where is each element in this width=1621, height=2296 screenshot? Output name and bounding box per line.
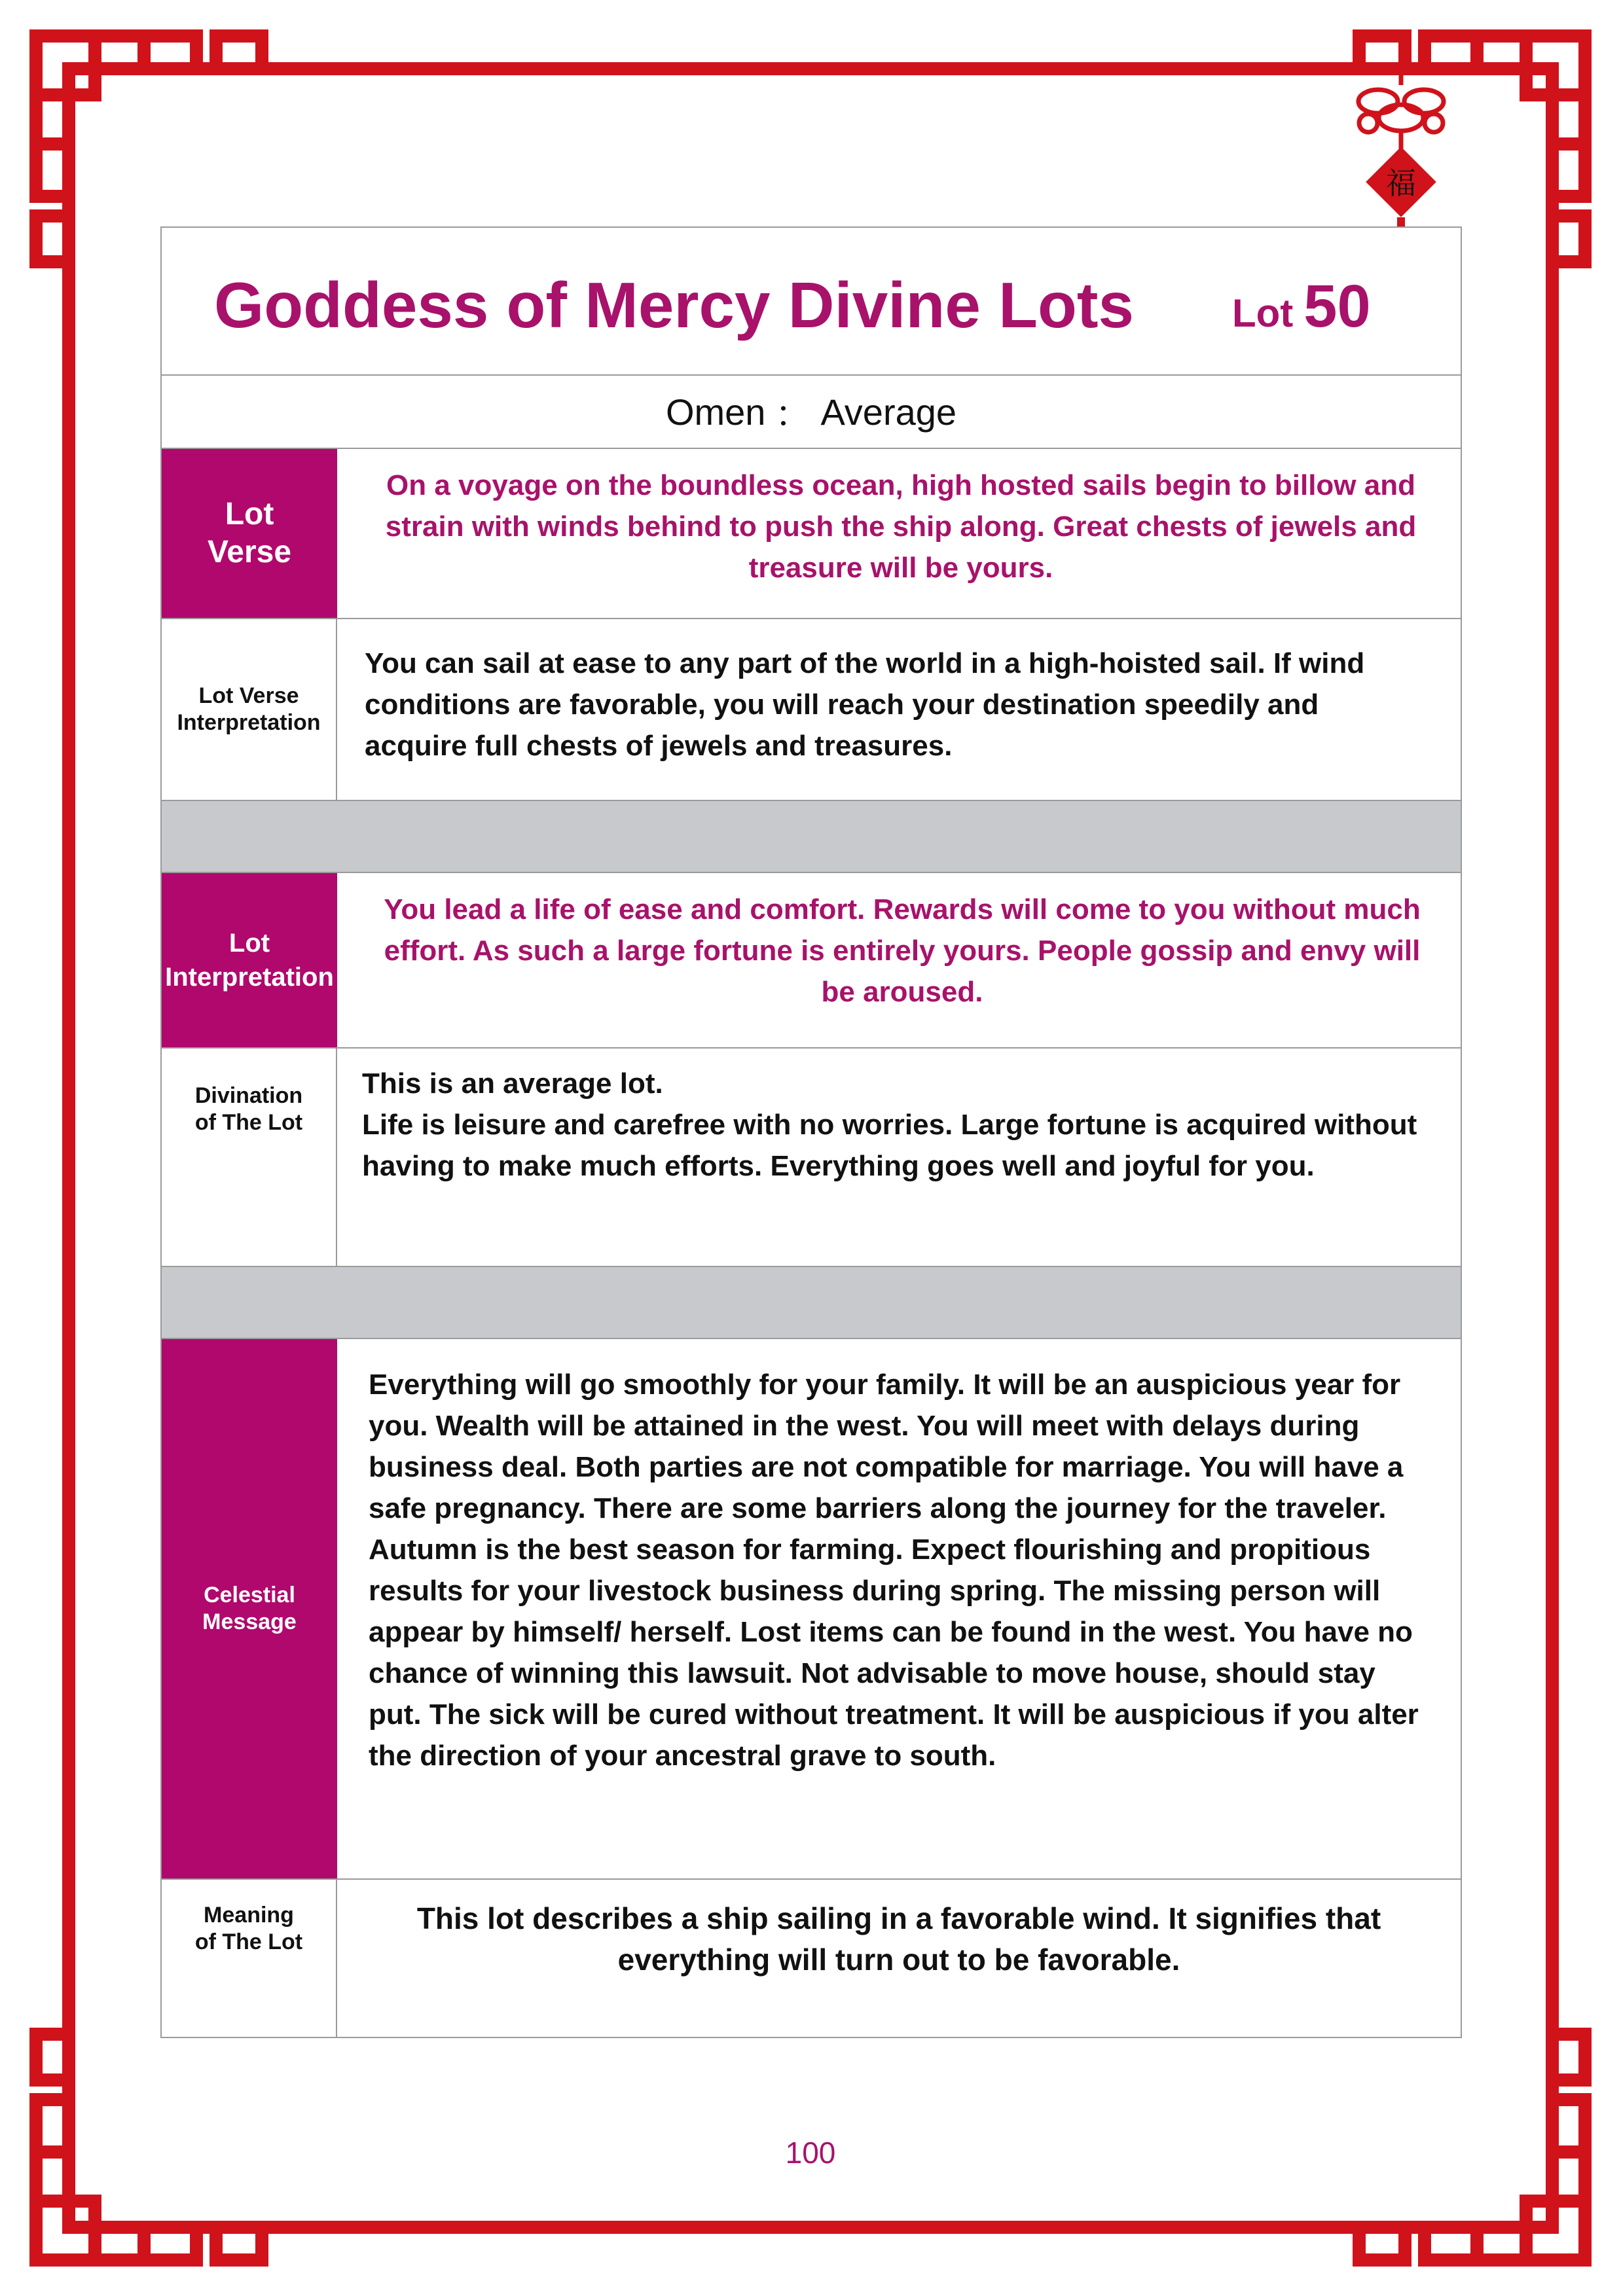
title-row bbox=[162, 228, 1461, 376]
divination-line-1: This is an average lot. bbox=[362, 1067, 663, 1100]
lot-verse-interpretation-row bbox=[162, 619, 1461, 801]
divination-line-2: Life is leisure and carefree with no worries. Large fortune is acquired without having to make much efforts. Everything goes well and joyful for you. bbox=[362, 1109, 1417, 1182]
lot-verse-row bbox=[162, 449, 1461, 619]
divination-content bbox=[337, 1049, 1461, 1266]
omen-row bbox=[162, 376, 1461, 449]
lot-interpretation-row bbox=[162, 873, 1461, 1049]
section-divider bbox=[162, 801, 1461, 873]
lot-interpretation-text: You lead a life of ease and comfort. Rewards will come to you without much effort. As such a large fortune is entirely yours. People gossip and envy will be aroused. bbox=[384, 893, 1421, 1008]
celestial-message-text: Everything will go smoothly for your family. It will be an auspicious year for you. Wealth will be attained in the west. You will meet with delays during business deal. Both parties are not compatible for marriage. You will have a safe pregnancy. There are some barriers along the journey for the traveler. Autumn is the best season for farming. Expect flourishing and propitious results for your livestock business during spring. The missing person will appear by himself/ herself. Lost items can be found in the west. You have no chance of winning this lawsuit. Not advisable to move house, should stay put. The sick will be cured without treatment. It will be auspicious if you alter the direction of your ancestral grave to south. bbox=[369, 1369, 1419, 1772]
knot-character: 福 bbox=[1386, 166, 1416, 201]
lot-word: Lot bbox=[1232, 291, 1294, 335]
page-number: 100 bbox=[785, 2136, 836, 2170]
meaning-text: This lot describes a ship sailing in a favorable wind. It signifies that everything will turn out to be favorable. bbox=[416, 1901, 1381, 1977]
page-title: Goddess of Mercy Divine Lots bbox=[214, 269, 1134, 341]
meaning-row bbox=[162, 1880, 1461, 2037]
lot-verse-text: On a voyage on the boundless ocean, high hosted sails begin to billow and strain with winds behind to push the ship along. Great chests of jewels and treasure will be yours. bbox=[385, 469, 1417, 584]
lot-verse-interpretation-text: You can sail at ease to any part of the world in a high-hoisted sail. If wind conditions are favorable, you will reach your destination speedily and acquire full chests of jewels and treasures. bbox=[365, 647, 1365, 762]
lot-verse-interpretation-label: Lot Verse Interpretation bbox=[162, 619, 337, 800]
celestial-message-row bbox=[162, 1339, 1461, 1880]
lot-verse-label: Lot Verse bbox=[162, 449, 337, 618]
divination-label: Divination of The Lot bbox=[162, 1049, 337, 1266]
lot-interpretation-label: Lot Interpretation bbox=[162, 873, 337, 1047]
lot-sheet bbox=[160, 226, 1462, 2038]
omen-separator: ： bbox=[774, 393, 812, 435]
meaning-label: Meaning of The Lot bbox=[162, 1880, 337, 2037]
omen-label: Omen bbox=[665, 391, 766, 433]
lot-number-badge bbox=[1232, 272, 1371, 341]
divination-row bbox=[162, 1049, 1461, 1267]
celestial-message-label: Celestial Message bbox=[162, 1339, 337, 1878]
lot-number: 50 bbox=[1303, 273, 1371, 340]
section-divider bbox=[162, 1267, 1461, 1339]
omen-value: Average bbox=[820, 391, 957, 433]
